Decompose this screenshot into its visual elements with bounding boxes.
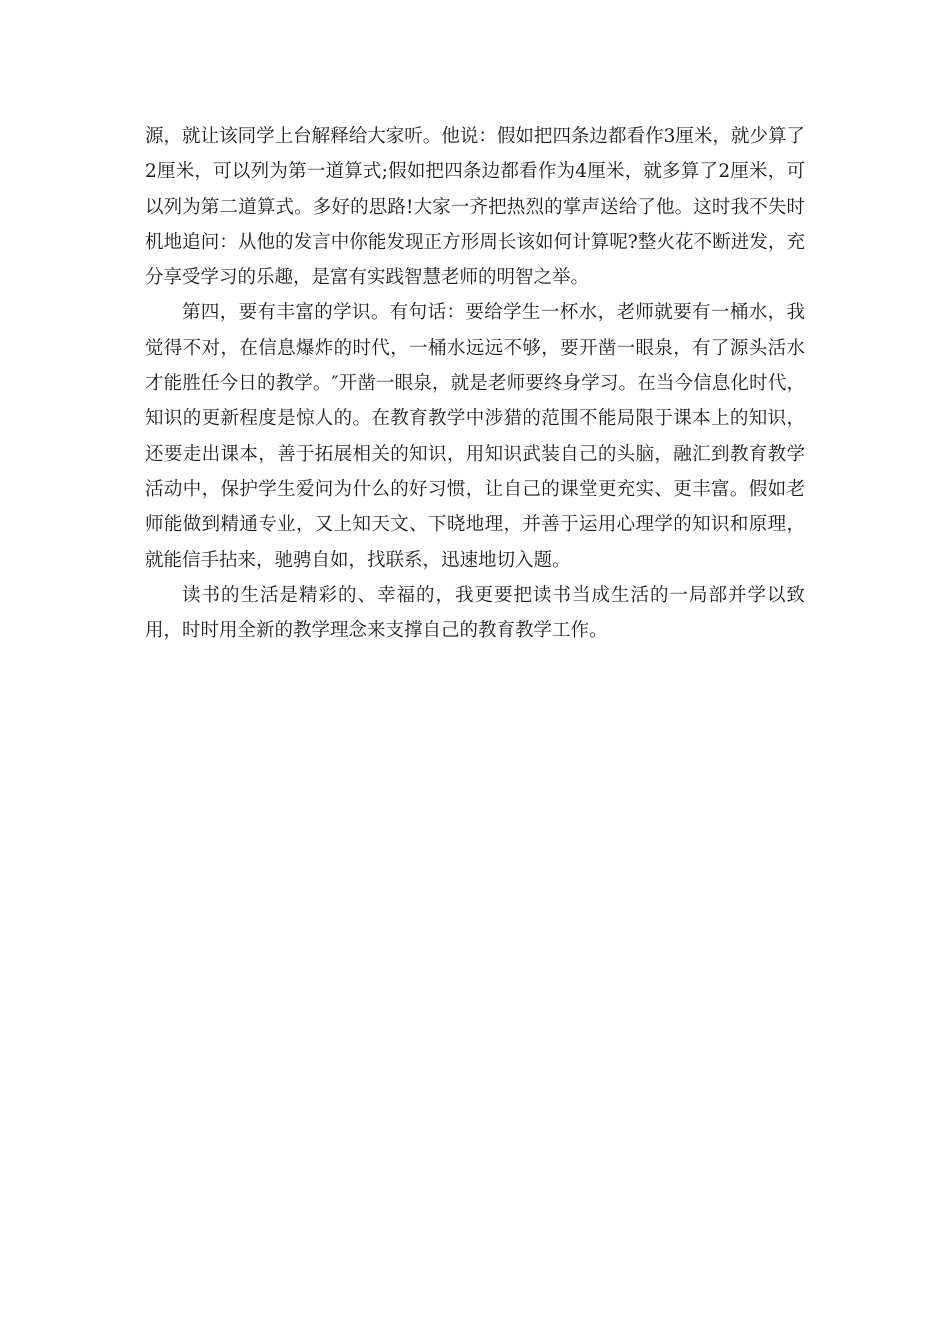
document-body [145, 119, 805, 648]
paragraph-1: 源，就让该同学上台解释给大家听。他说：假如把四条边都看作3厘米，就少算了2厘米，可以列为第一道算式;假如把四条边都看作为4厘米，就多算了2厘米，可以列为第二道算式。多好的思路!大家一齐把热烈的掌声送给了他。这时我不失时机地追问：从他的发言中你能发现正方形周长该如何计算呢?整火花不断迸发，充分享受学习的乐趣，是富有实践智慧老师的明智之举。 [145, 126, 805, 289]
paragraph-2: 第四，要有丰富的学识。有句话：要给学生一杯水，老师就要有一桶水，我觉得不对，在信息爆炸的时代，一桶水远远不够，要开凿一眼泉，有了源头活水才能胜任今日的教学。″开凿一眼泉，就是老师要终身学习。在当今信息化时代，知识的更新程度是惊人的。在教育教学中涉猎的范围不能局限于课本上的知识，还要走出课本，善于拓展相关的知识，用知识武装自己的头脑，融汇到教育教学活动中，保护学生爱问为什么的好习惯，让自己的课堂更充实、更丰富。假如老师能做到精通专业，又上知天文、下晓地理，并善于运用心理学的知识和原理，就能信手拈来，驰骋自如，找联系，迅速地切入题。 [145, 302, 805, 571]
paragraph-3: 读书的生活是精彩的、幸福的，我更要把读书当成生活的一局部并学以致用，时时用全新的教学理念来支撑自己的教育教学工作。 [145, 584, 805, 642]
